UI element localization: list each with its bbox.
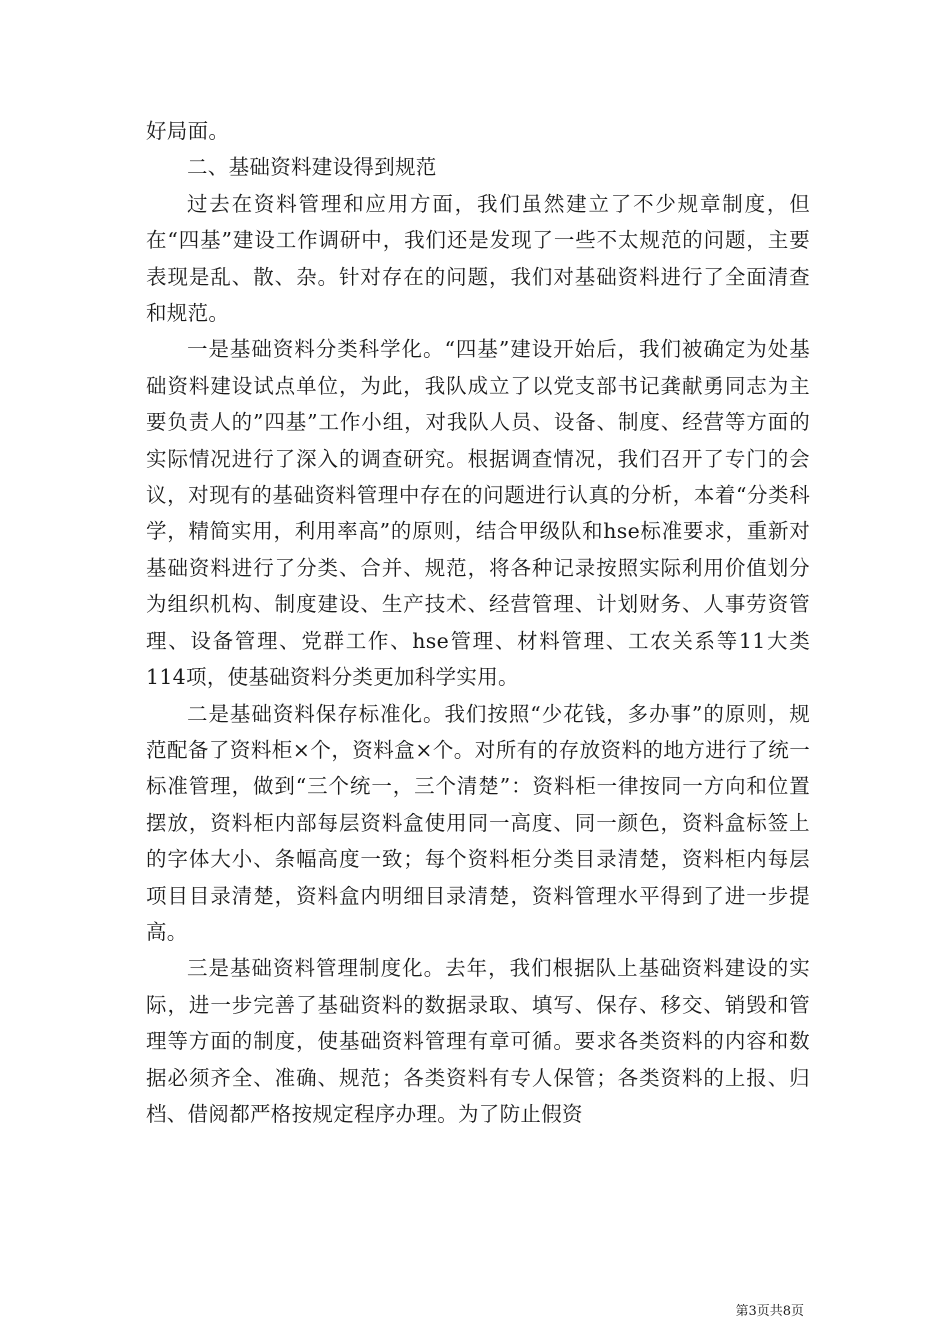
paragraph-continuation: 好局面。: [146, 119, 230, 143]
page-number: 第3页共8页: [735, 1304, 804, 1319]
section-heading: 二、基础资料建设得到规范: [187, 155, 437, 180]
document-body: [146, 113, 810, 1132]
paragraph-management: 三是基础资料管理制度化。去年，我们根据队上基础资料建设的实际，进一步完善了基础资料的数据录取、填写、保存、移交、销毁和管理等方面的制度，使基础资料管理有章可循。要求各类资料的内容和数据必须齐全、准确、规范；各类资料有专人保管；各类资料的上报、归档、借阅都严格按规定程序办理。为了防止假资: [146, 956, 810, 1126]
paragraph-intro: 过去在资料管理和应用方面，我们虽然建立了不少规章制度，但在“四基”建设工作调研中，我们还是发现了一些不太规范的问题，主要表现是乱、散、杂。针对存在的问题，我们对基础资料进行了全面清查和规范。: [146, 191, 810, 326]
paragraph-storage: 二是基础资料保存标准化。我们按照“少花钱，多办事”的原则，规范配备了资料柜×个，资料盒×个。对所有的存放资料的地方进行了统一标准管理，做到“三个统一，三个清楚”：资料柜一律按同一方向和位置摆放，资料柜内部每层资料盒使用同一高度、同一颜色，资料盒标签上的字体大小、条幅高度一致；每个资料柜分类目录清楚，资料柜内每层项目目录清楚，资料盒内明细目录清楚，资料管理水平得到了进一步提高。: [146, 701, 810, 944]
paragraph-classification: 一是基础资料分类科学化。“四基”建设开始后，我们被确定为处基础资料建设试点单位，为此，我队成立了以党支部书记龚献勇同志为主要负责人的”四基”工作小组，对我队人员、设备、制度、经营等方面的实际情况进行了深入的调查研究。根据调查情况，我们召开了专门的会议，对现有的基础资料管理中存在的问题进行认真的分析，本着“分类科学，精简实用，利用率高”的原则，结合甲级队和hse标准要求，重新对基础资料进行了分类、合并、规范，将各种记录按照实际利用价值划分为组织机构、制度建设、生产技术、经营管理、计划财务、人事劳资管理、设备管理、党群工作、hse管理、材料管理、工农关系等11大类114项，使基础资料分类更加科学实用。: [146, 337, 810, 690]
